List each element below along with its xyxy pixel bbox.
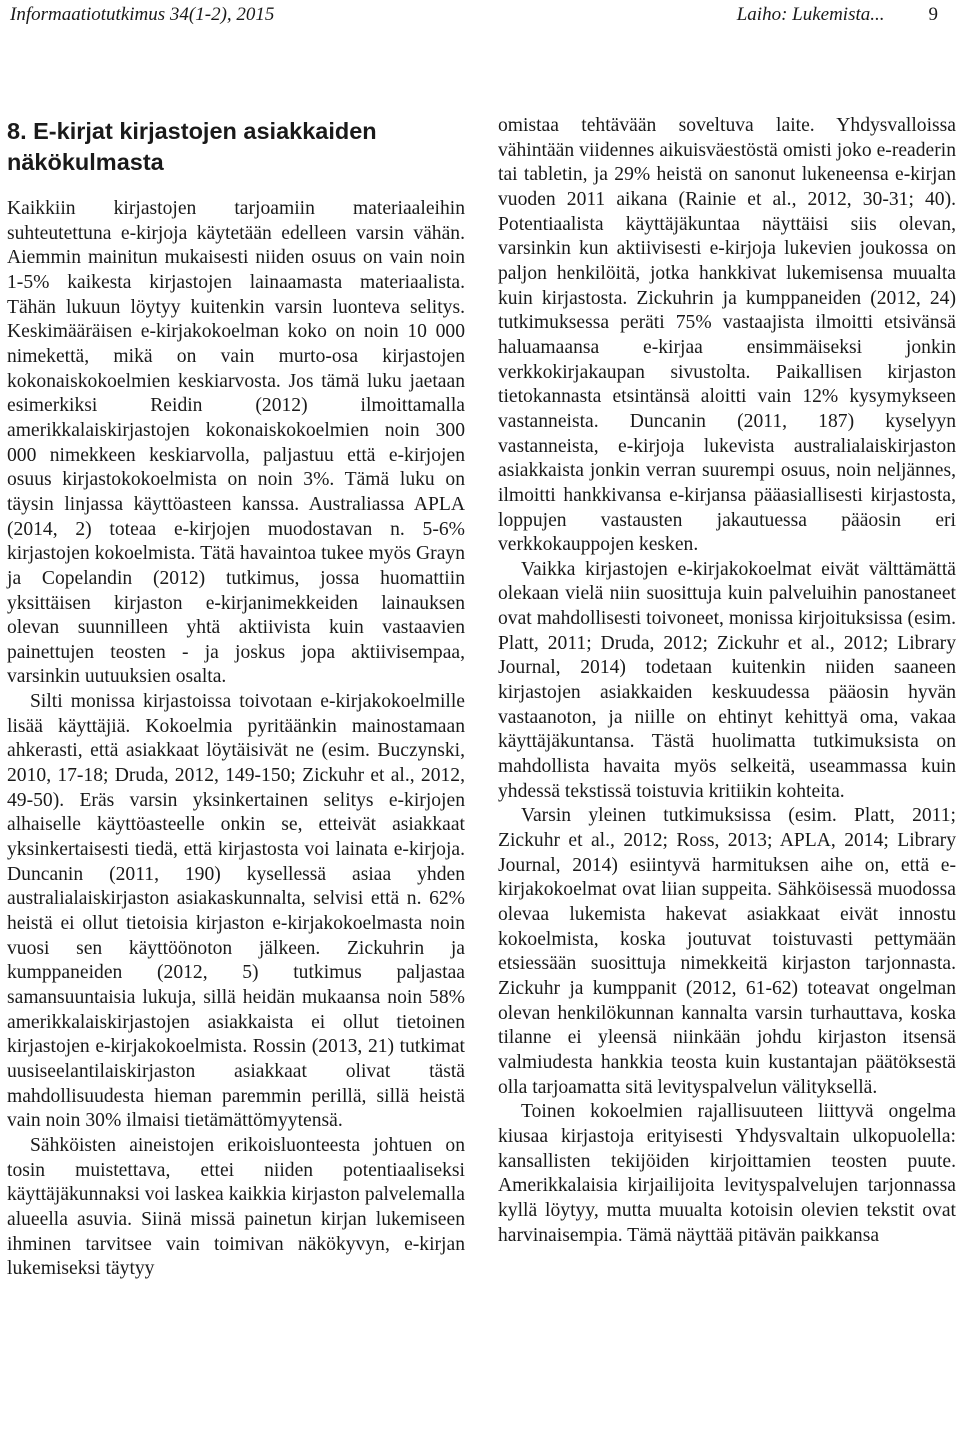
right-column [498, 114, 956, 1248]
section-heading [7, 116, 465, 178]
right-paragraph-2: Vaikka kirjastojen e-kirjakokoelmat eivät välttämättä olekaan vielä niin suosittuja kuin palveluihin panostaneet ovat mahdollisesti toivoneet, monissa kirjoituksissa (esim. Platt, 2011; Druda, 2012; Zickuhr et al., 2012; Library Journal, 2014) todetaan kuitenkin niiden saaneen kirjastojen asiakkaiden keskuudessa pääosin hyvän vastaanoton, ja niille on ehtinyt kehittyä oma, vakaa käyttäjäkuntansa. Tästä huolimatta tutkimuksista on mahdollista havaita myös selkeitä, useammassa kuin yhdessä tekstissä toistuvia kritiikin kohteita. [498, 558, 956, 802]
right-paragraph-4: Toinen kokoelmien rajallisuuteen liittyvä ongelma kiusaa kirjastoja erityisesti Yhdysvaltain ulkopuolella: kansallisten tekijöiden kirjoittamien teosten puute. Amerikkalaisia kirjailijoita levityspalvelujen tarjonnassa kyllä löytyy, mutta muualta kotoisin olevien tekstit ovat harvinaisempia. Tämä näyttää pitävän paikkansa [498, 1101, 956, 1246]
header-right [737, 2, 938, 28]
right-paragraph-3: Varsin yleinen tutkimuksissa (esim. Platt, 2011; Zickuhr et al., 2012; Ross, 2013; APLA, 2014; Library Journal, 2014) esiintyvä harmituksen aihe on, että e-kirjakokoelmat ovat liian suppeita. Sähköisessä muodossa olevaa lukemista hakevat asiakkaat eivät innostu kokoelmista, koska joutuvat toistuvasti pettymään etsiessään suosittuja nimekkeitä kirjaston tarjonnasta. Zickuhr ja kumppanit (2012, 61-62) toteavat ongelman olevan henkilökunnan kannalta varsin turhauttava, koska tilanne ei yleensä niinkään johdu kirjaston itsensä valmiudesta hankkia teosta kuin kustantajan päätöksestä olla tarjoamatta sitä levityspalvelun välityksellä. [498, 805, 956, 1098]
page-number: 9 [928, 4, 938, 25]
section-heading-line2: näkökulmasta [7, 149, 164, 175]
left-column [7, 116, 465, 1282]
left-paragraph-2: Silti monissa kirjastoissa toivotaan e-kirjakokoelmille lisää käyttäjiä. Kokoelmia pyritäänkin mainostamaan ahkerasti, että asiakkaat löytäisivät ne (esim. Buczynski, 2010, 17-18; Druda, 2012, 149-150; Zickuhr et al., 2012, 49-50). Eräs varsin yksinkertainen selitys e-kirjojen alhaiselle käyttöasteelle onkin se, etteivät asiakkaat yksinkertaisesti tiedä, että kirjastosta voi lainata e-kirjoja. Duncanin (2011, 190) kysellessä asiaa yhden australialaiskirjaston asiakaskunnalta, selvisi että n. 62% heistä ei ollut tietoisia kirjaston e-kirjakokoelmasta noin vuosi sen käyttöönoton jälkeen. Zickuhrin ja kumppaneiden (2012, 5) tutkimus paljastaa samansuuntaisia lukuja, sillä heidän mukaansa noin 58% amerikkalaiskirjastojen asiakkaista ei ollut tietoinen kirjastojen e-kirjakokoelmista. Rossin (2013, 21) tutkimat uusiseelantilaiskirjaston asiakkaat olivat tästä mahdollisuudesta hieman paremmin perillä, sillä heistä vain noin 30% ilmaisi tietämättömyytensä. [7, 691, 465, 1132]
left-paragraph-3: Sähköisten aineistojen erikoisluonteesta johtuen on tosin muistettava, ettei niiden potentiaaliseksi käyttäjäkunnaksi voi laskea kaikkia kirjaston palvelemalla alueella asuvia. Siinä missä painetun kirjan lukemiseen ihminen tarvitsee vain toimivan näkökyvyn, e-kirjan lukemiseksi täytyy [7, 1134, 465, 1280]
journal-citation: Informaatiotutkimus 34(1-2), 2015 [10, 4, 275, 25]
section-heading-line1: 8. E-kirjat kirjastojen asiakkaiden [7, 118, 377, 144]
right-paragraph-1: omistaa tehtävään soveltuva laite. Yhdysvalloissa vähintään viidennes aikuisväestöstä omisti joko e-readerin tai tabletin, ja 29% heistä on sanonut lukeneensa e-kirjan vuoden 2011 aikana (Rainie et al., 2012, 30-31; 40). Potentiaalista käyttäjäkuntaa näyttäisi siis olevan, varsinkin kun aktiivisesti e-kirjoja lukevien joukossa on paljon henkilöitä, jotka hankkivat lukemisensa muualta kuin kirjastosta. Zickuhrin ja kumppaneiden (2012, 24) tutkimuksessa peräti 75% vastaajista ilmoitti etsivänsä haluamaansa e-kirjaa ensimmäiseksi jonkin verkkokirjakaupan sivustolta. Paikallisen kirjaston tietokannasta etsintänsä aloitti vain 12% kysymykseen vastanneista. Duncanin (2011, 187) kyselyyn vastanneista, e-kirjoja lukevista australialaiskirjaston asiakkaista jonkin verran suurempi osuus, noin neljännes, ilmoitti hankkivansa e-kirjansa pääasiallisesti kirjastosta, loppujen vastausten jakautuessa pääosin eri verkkokauppojen kesken. [498, 115, 956, 556]
running-header [10, 2, 938, 32]
running-title: Laiho: Lukemista... [736, 4, 885, 25]
left-paragraph-1: Kaikkiin kirjastojen tarjoamiin materiaaleihin suhteutettuna e-kirjoja käytetään edelleen varsin vähän. Aiemmin mainitun mukaisesti niiden osuus on vain noin 1-5% kaikesta kirjastojen lainaamasta materiaalista. Tähän lukuun löytyy kuitenkin varsin luonteva selitys. Keskimääräisen e-kirjakokoelman koko on noin 10 000 nimekettä, mikä on vain murto-osa kirjastojen kokonaiskokoelmien keskiarvosta. Jos tämä luku jaetaan esimerkiksi Reidin (2012) ilmoittamalla amerikkalaiskirjastojen kokonaiskokoelmien noin 300 000 nimekkeen keskiarvolla, paljastuu että e-kirjojen osuus kirjastokokoelmista on noin 3%. Tämä luku on täysin linjassa käyttöasteen kanssa. Australiassa APLA (2014, 2) toteaa e-kirjojen muodostavan n. 5-6% kirjastojen kokoelmista. Tätä havaintoa tukee myös Grayn ja Copelandin (2012) tutkimus, jossa huomattiin yksittäisen kirjaston e-kirjanimekkeiden lainauksen olevan suunnilleen yhtä aktiivista kuin vastaavien painettujen teosten - ja joskus jopa aktiivisempaa, varsinkin uutuuksien osalta. [7, 198, 465, 688]
